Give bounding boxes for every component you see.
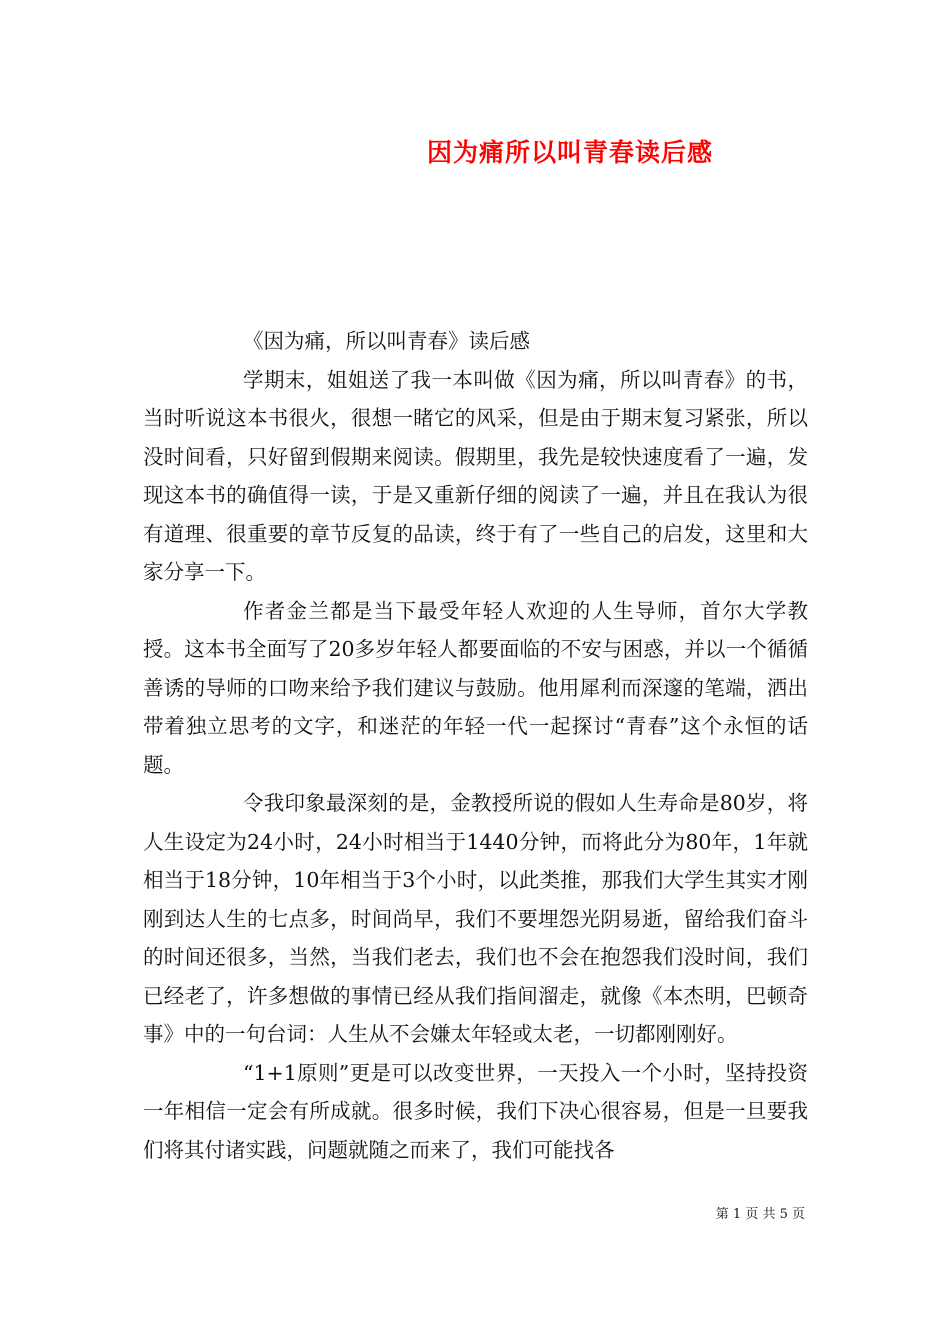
paragraph-3: 令我印象最深刻的是，金教授所说的假如人生寿命是80岁，将人生设定为24小时，24小时相当于1440分钟，而将此分为80年，1年就相当于18分钟，10年相当于3个小时，以此类推，那我们大学生其实才刚刚到达人生的七点多，时间尚早，我们不要埋怨光阴易逝，留给我们奋斗的时间还很多，当然，当我们老去，我们也不会在抱怨我们没时间，我们已经老了，许多想做的事情已经从我们指间溜走，就像《本杰明，巴顿奇事》中的一句台词：人生从不会嫌太年轻或太老，一切都刚刚好。 (143, 791, 808, 1046)
paragraph-2: 作者金兰都是当下最受年轻人欢迎的人生导师，首尔大学教授。这本书全面写了20多岁年轻人都要面临的不安与困惑，并以一个循循善诱的导师的口吻来给予我们建议与鼓励。他用犀利而深邃的笔端，洒出带着独立思考的文字，和迷茫的年轻一代一起探讨“青春”这个永恒的话题。 (143, 598, 808, 777)
page-title: 因为痛所以叫青春读后感 (426, 138, 713, 167)
paragraph-1: 学期末，姐姐送了我一本叫做《因为痛，所以叫青春》的书，当时听说这本书很火，很想一睹它的风采，但是由于期末复习紧张，所以没时间看，只好留到假期来阅读。假期里，我先是较快速度看了一遍，发现这本书的确值得一读，于是又重新仔细的阅读了一遍，并且在我认为很有道理、很重要的章节反复的品读，终于有了一些自己的启发，这里和大家分享一下。 (143, 367, 808, 584)
paragraph-4: “1+1原则”更是可以改变世界，一天投入一个小时，坚持投资一年相信一定会有所成就。很多时候，我们下决心很容易，但是一旦要我们将其付诸实践，问题就随之而来了，我们可能找各 (143, 1060, 808, 1162)
page-number-footer: 第 1 页 共 5 页 (715, 1207, 805, 1222)
subtitle: 《因为痛，所以叫青春》读后感 (243, 329, 530, 353)
document-body (143, 322, 808, 1169)
